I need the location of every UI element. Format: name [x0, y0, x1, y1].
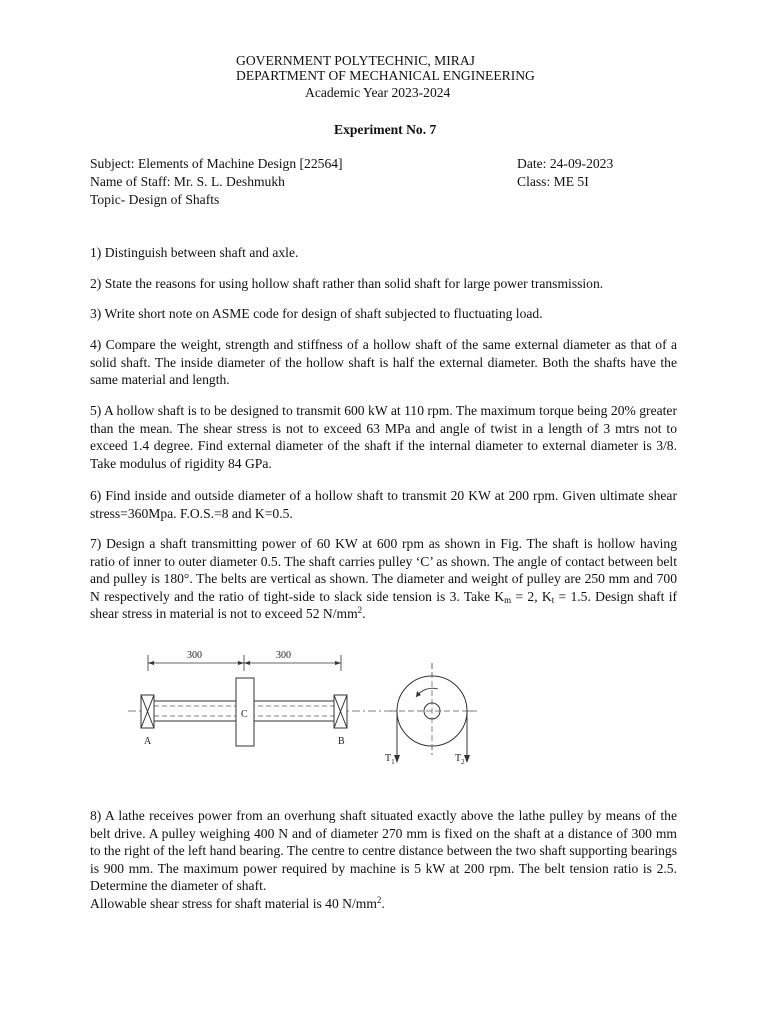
bearing-a [141, 695, 154, 728]
institute-name: GOVERNMENT POLYTECHNIC, MIRAJ [236, 53, 475, 68]
question-3: 3) Write short note on ASME code for design of shaft subjected to fluctuating load. [90, 306, 543, 321]
question-7-text: 7) Design a shaft transmitting power of 60 KW at 600 rpm as shown in Fig. The shaft is hollow having ratio of inner to outer diameter 0.5. The shaft carries pulley ‘C’ as shown. The angle of contact between belt and pulley is 180°. The belts are vertical as shown. The diameter and weight of pulley are 250 mm and 700 N respectively and the ratio of tight-side to slack side tension is 3. Take K [90, 536, 677, 604]
t2-symbol: T [455, 753, 462, 764]
dimension-right-label: 300 [276, 650, 291, 661]
date-line: Date: 24-09-2023 [517, 156, 614, 171]
shaft-pulley-figure [120, 645, 490, 775]
question-7-text-4: . [362, 606, 366, 621]
question-7-text-3: = 1.5. Design shaft if shear stress in material is not to exceed 52 N/mm [90, 588, 677, 621]
question-6: 6) Find inside and outside diameter of a hollow shaft to transmit 20 KW at 200 rpm. Given ultimate shear stress=360Mpa. F.O.S.=8 and K=0.5. [90, 488, 677, 521]
bearing-b-label: B [338, 736, 345, 747]
t2-arrow [464, 755, 470, 763]
question-5: 5) A hollow shaft is to be designed to transmit 600 kW at 110 rpm. The maximum torque being 20% greater than the mean. The shear stress is not to exceed 63 MPa and angle of twist in a length of 3 mtrs not to exceed 1.4 degree. Find external diameter of the shaft if the internal diameter to external diameter is 3/8. Take modulus of rigidity 84 GPa. [90, 403, 677, 471]
t1-subscript: 1 [391, 758, 395, 766]
unit-superscript: 2 [376, 894, 382, 905]
km-subscript: m [504, 594, 512, 605]
department-name: DEPARTMENT OF MECHANICAL ENGINEERING [236, 68, 535, 83]
question-4: 4) Compare the weight, strength and stiffness of a hollow shaft of the same external diameter as that of a solid shaft. The inside diameter of the hollow shaft is half the external diameter. Both the shafts have the same material and length. [90, 337, 677, 387]
unit-superscript: 2 [357, 605, 363, 615]
question-7-text-2: = 2, K [511, 588, 552, 604]
question-8-text-2: Allowable shear stress for shaft material is 40 N/mm [90, 895, 377, 911]
dimension-left-label: 300 [187, 650, 202, 661]
bearing-b [334, 695, 347, 728]
t2-subscript: 2 [461, 758, 465, 766]
t1-symbol: T [385, 753, 392, 764]
t2-label [455, 753, 465, 766]
subject-line: Subject: Elements of Machine Design [22564] [90, 156, 343, 171]
class-line: Class: ME 5I [517, 174, 589, 189]
t1-label [385, 753, 395, 766]
staff-line: Name of Staff: Mr. S. L. Deshmukh [90, 174, 285, 189]
question-2: 2) State the reasons for using hollow shaft rather than solid shaft for large power transmission. [90, 276, 604, 291]
question-1: 1) Distinguish between shaft and axle. [90, 245, 299, 260]
kt-subscript: t [551, 594, 555, 605]
experiment-title: Experiment No. 7 [334, 122, 437, 137]
pulley-c-label: C [241, 709, 248, 720]
topic-line: Topic- Design of Shafts [90, 192, 220, 207]
pulley-side-view [390, 663, 475, 755]
question-7 [90, 535, 677, 623]
academic-year: Academic Year 2023-2024 [305, 85, 451, 100]
question-8-text-3: . [381, 895, 385, 911]
t1-arrow [394, 755, 400, 763]
question-8-text: 8) A lathe receives power from an overhung shaft situated exactly above the lathe pulley by means of the belt drive. A pulley weighing 400 N and of diameter 270 mm is fixed on the shaft at a distance of 300 mm to the right of the left hand bearing. The centre to centre distance between the two shaft supporting bearings is 900 mm. The maximum power required by machine is 5 kW at 200 rpm. The belt tension ratio is 2.5. Determine the diameter of shaft. [90, 808, 677, 893]
question-8 [90, 807, 677, 912]
bearing-a-label: A [144, 736, 152, 747]
